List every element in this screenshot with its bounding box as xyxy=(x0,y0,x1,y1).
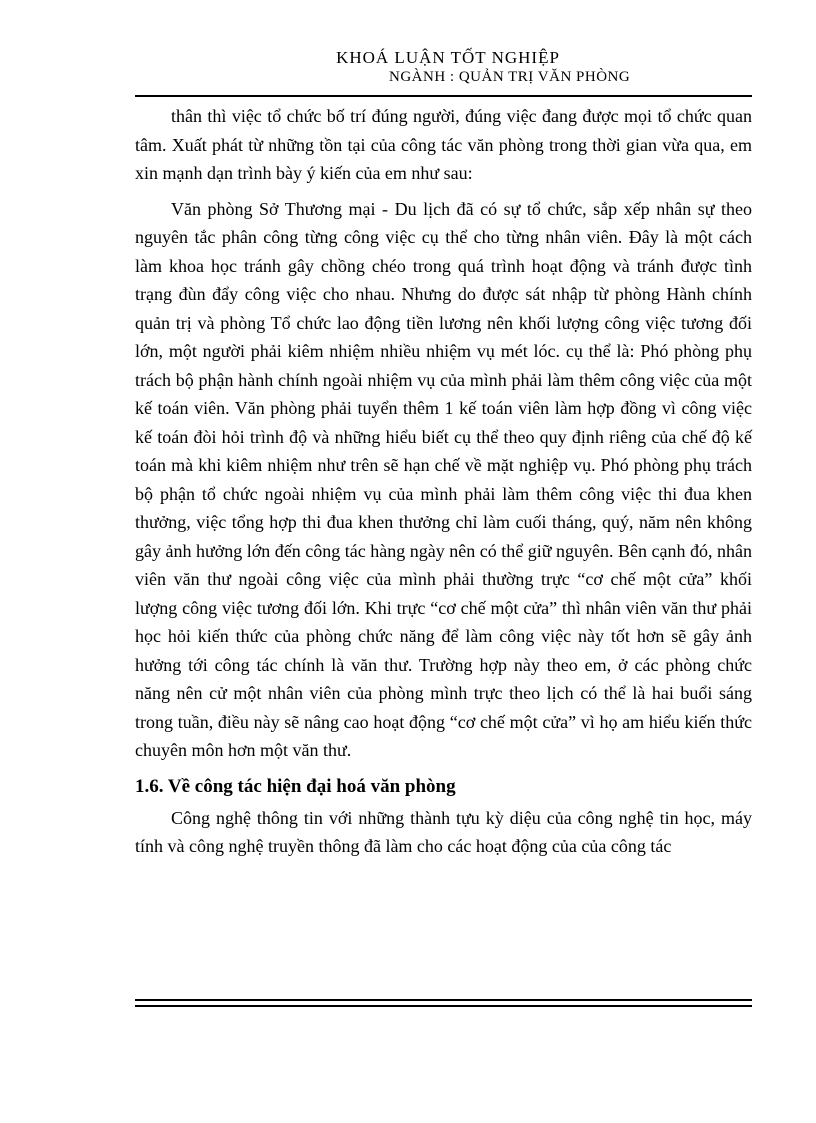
header-rule xyxy=(135,95,752,97)
paragraph-office-staffing: Văn phòng Sở Thương mại - Du lịch đã có sự tổ chức, sắp xếp nhân sự theo nguyên tắc phân công từng công việc cụ thể cho từng nhân viên. Đây là một cách làm khoa học tránh gây chồng chéo trong quá trình hoạt động và tránh được tình trạng đùn đẩy công việc cho nhau. Nhưng do được sát nhập từ phòng Hành chính quản trị và phòng Tổ chức lao động tiền lương nên khối lượng công việc tương đối lớn, một người phải kiêm nhiệm nhiều nhiệm vụ mét lóc. cụ thể là: Phó phòng phụ trách bộ phận hành chính ngoài nhiệm vụ của mình phải làm thêm công việc của một kế toán viên. Văn phòng phải tuyển thêm 1 kế toán viên làm hợp đồng vì công việc kế toán đòi hỏi trình độ và những hiểu biết cụ thể theo quy định riêng của chế độ kế toán mà khi kiêm nhiệm như trên sẽ hạn chế về mặt nghiệp vụ. Phó phòng phụ trách bộ phận tổ chức ngoài nhiệm vụ của mình phải làm thêm công việc thi đua khen thưởng, việc tổng hợp thi đua khen thưởng chỉ làm cuối tháng, quý, năm nên không gây ảnh hưởng lớn đến công tác hàng ngày nên có thể giữ nguyên. Bên cạnh đó, nhân viên văn thư ngoài công việc của mình phải thường trực “cơ chế một cửa” khối lượng công việc tương đối lớn. Khi trực “cơ chế một cửa” thì nhân viên văn thư phải học hỏi kiến thức của phòng chức năng để làm công việc này tốt hơn sẽ gây ảnh hưởng tới công tác chính là văn thư. Trường hợp này theo em, ở các phòng chức năng nên cử một nhân viên của phòng mình trực theo lịch có thể là hai buổi sáng trong tuần, điều này sẽ nâng cao hoạt động “cơ chế một cửa” vì họ am hiểu kiến thức chuyên môn hơn một văn thư. xyxy=(135,198,752,760)
footer-rule-top xyxy=(135,999,752,1001)
paragraph-continuation: thân thì việc tổ chức bố trí đúng người, đúng việc đang được mọi tổ chức quan tâm. Xuất phát từ những tồn tại của công tác văn phòng trong thời gian vừa qua, em xin mạnh dạn trình bày ý kiến của em như sau: xyxy=(135,106,752,183)
section-heading: 1.6. Về công tác hiện đại hoá văn phòng xyxy=(135,775,456,797)
paragraph-it-modernization: Công nghệ thông tin với những thành tựu kỳ diệu của công nghệ tin học, máy tính và công nghệ truyền thông đã làm cho các hoạt động của của công tác xyxy=(135,807,752,856)
footer-rule-bottom xyxy=(135,1005,752,1007)
header-title: KHOÁ LUẬN TỐT NGHIỆP xyxy=(336,48,560,67)
document-body xyxy=(135,102,752,861)
header-subtitle: NGÀNH : QUẢN TRỊ VĂN PHÒNG xyxy=(389,69,631,85)
